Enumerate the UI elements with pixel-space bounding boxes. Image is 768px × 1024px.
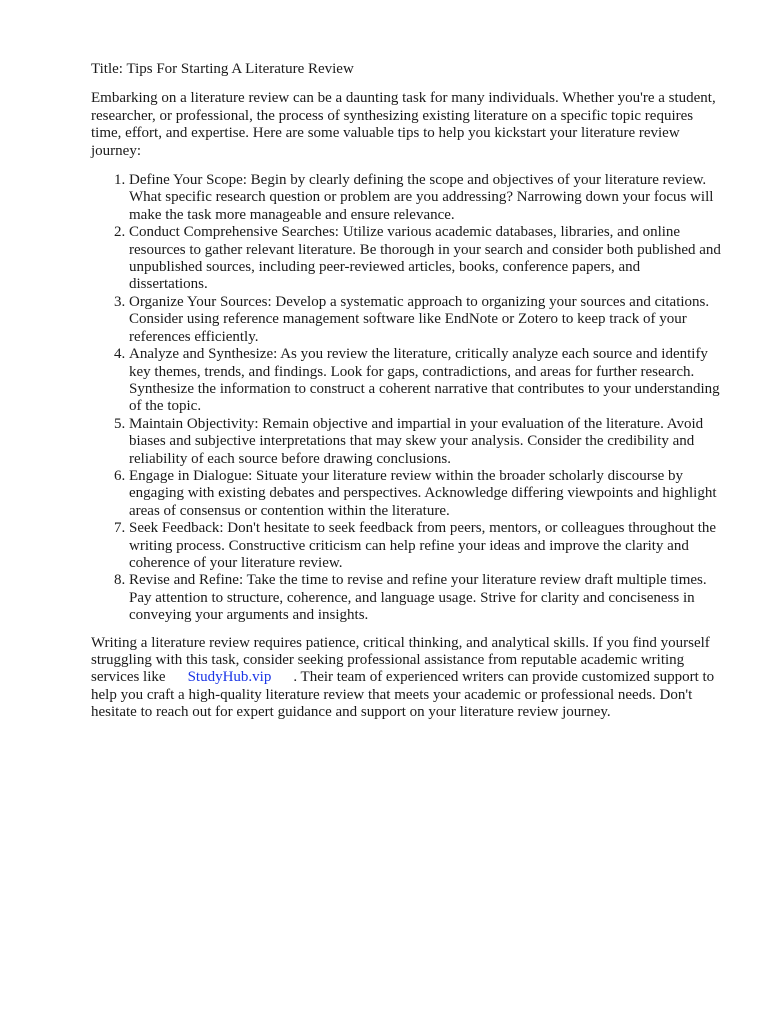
list-item: 8. Revise and Refine: Take the time to revise and refine your literature review draft multiple times. Pay attention to structure, coherence, and language usage. Strive for clarity and conciseness in conveying your arguments and insights. (129, 572, 721, 624)
document-page (91, 61, 721, 734)
closing-text-before-link: Writing a literature review requires patience, critical thinking, and analytical skills. If you find yourself struggling with this task, consider seeking professional assistance from reputable academic writing services like (91, 634, 710, 686)
closing-paragraph (91, 635, 721, 722)
list-item: 7. Seek Feedback: Don't hesitate to seek feedback from peers, mentors, or colleagues throughout the writing process. Constructive criticism can help refine your ideas and improve the clarity and coherence of your literature review. (129, 520, 721, 572)
list-item: 6. Engage in Dialogue: Situate your literature review within the broader scholarly discourse by engaging with existing debates and perspectives. Acknowledge differing viewpoints and highlight areas of consensus or contention within the literature. (129, 468, 721, 520)
list-item: 2. Conduct Comprehensive Searches: Utilize various academic databases, libraries, and online resources to gather relevant literature. Be thorough in your search and consider both published and unpublished sources, including peer-reviewed articles, books, conference papers, and dissertations. (129, 224, 721, 294)
closing-text-after-link: . Their team of experienced writers can provide customized support to help you craft a high-quality literature review that meets your academic or professional needs. Don't hesitate to reach out for expert guidance and support on your literature review journey. (91, 669, 715, 721)
list-item: 3. Organize Your Sources: Develop a systematic approach to organizing your sources and citations. Consider using reference management software like EndNote or Zotero to keep track of your references efficiently. (129, 294, 721, 346)
list-item: 1. Define Your Scope: Begin by clearly defining the scope and objectives of your literature review. What specific research question or problem are you addressing? Narrowing down your focus will make the task more manageable and ensure relevance. (129, 172, 721, 224)
document-title: Title: Tips For Starting A Literature Review (91, 61, 354, 77)
studyhub-link[interactable]: StudyHub.vip (187, 669, 272, 686)
list-item: 5. Maintain Objectivity: Remain objective and impartial in your evaluation of the literature. Avoid biases and subjective interpretations that may skew your analysis. Consider the credibility and reliability of each source before drawing conclusions. (129, 416, 721, 468)
list-item: 4. Analyze and Synthesize: As you review the literature, critically analyze each source and identify key themes, trends, and findings. Look for gaps, contradictions, and areas for further research. Synthesize the information to construct a coherent narrative that contributes to your understanding of the topic. (129, 346, 721, 416)
intro-paragraph: Embarking on a literature review can be a daunting task for many individuals. Whether you're a student, researcher, or professional, the process of synthesizing existing literature on a specific topic requires time, effort, and expertise. Here are some valuable tips to help you kickstart your literature review journey: (91, 90, 716, 159)
tips-list (91, 172, 721, 625)
